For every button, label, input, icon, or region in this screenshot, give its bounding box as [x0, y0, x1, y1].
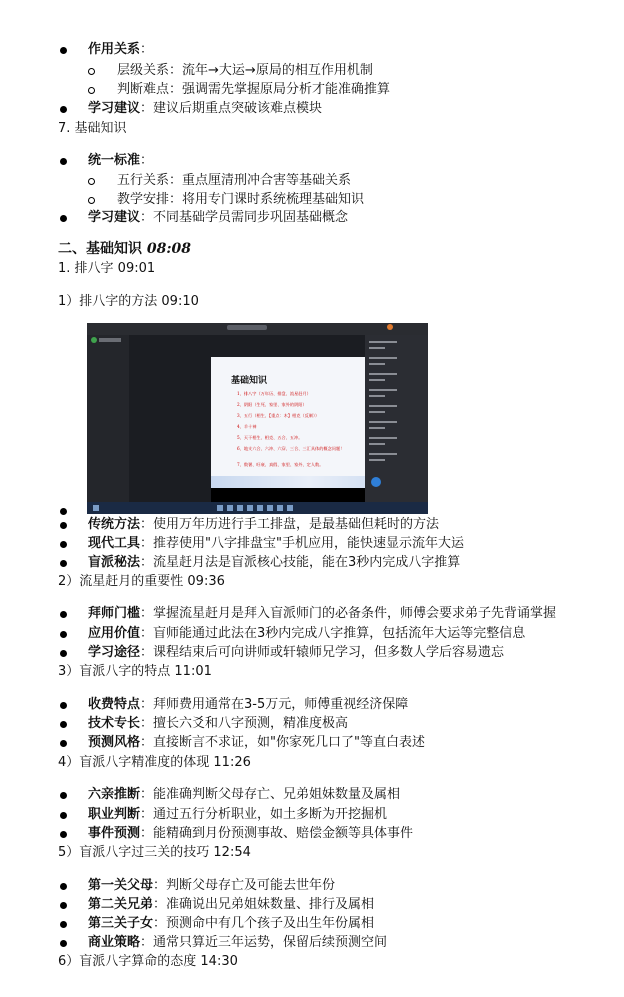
slide-line: 5、天干相生、相克、五合、五冲。 [237, 435, 303, 440]
bullet-dot [60, 541, 67, 548]
subheading: 1. 排八字 09:01 [58, 261, 156, 276]
bullet-label: 学习建议 [88, 101, 141, 116]
slide-line: 4、羊十神 [237, 424, 257, 429]
bullet-text: 使用万年历进行手工排盘，是最基础但耗时的方法 [153, 517, 440, 532]
bullet-dot [60, 631, 67, 638]
bullet-dot [60, 883, 67, 890]
bullet-dot [60, 560, 67, 567]
bullet-label: 技术专长 [88, 716, 141, 731]
bullet-text: 直接断言不求证，如"你家死几口了"等直白表述 [153, 735, 425, 750]
window-titlebar [87, 323, 428, 335]
subheading: 6）盲派八字算命的态度 14:30 [58, 954, 238, 969]
bullet-label: 判断难点 [117, 82, 170, 97]
subheading: 5）盲派八字过三关的技巧 12:54 [58, 845, 251, 860]
bullet-dot [60, 902, 67, 909]
bullet-dot [60, 940, 67, 947]
bullet-label: 事件预测 [88, 826, 141, 841]
bullet-dot [60, 508, 67, 515]
bullet-label: 六亲推断 [88, 787, 141, 802]
bullet-dot [60, 158, 67, 165]
avatar [387, 324, 393, 330]
slide-line: 3、五行（相生、【重点：木】相克（反制）） [237, 413, 320, 418]
bullet-label: 应用价值 [88, 626, 141, 641]
slide-line: 2、阴阳（生死、家里、家外的阴阳） [237, 402, 307, 407]
lecture-screenshot [87, 323, 428, 514]
sub-bullet-circle [88, 178, 95, 185]
bullet-dot [60, 831, 67, 838]
bullet-dot [60, 721, 67, 728]
section-title: 二、基础知识 08:08 [58, 241, 192, 257]
bullet-text: 将用专门课时系统梳理基础知识 [182, 192, 365, 207]
bullet-label: 教学安排 [117, 192, 170, 207]
bullet-label: 学习途径 [88, 645, 141, 660]
slide-title: 基础知识 [231, 376, 268, 386]
bullet-label: 第三关子女 [88, 916, 154, 931]
bullet-text: 准确说出兄弟姐妹数量、排行及属相 [166, 897, 375, 912]
slide-line: 1、排八字（万年历、排盘、流星赶月） [237, 391, 311, 396]
sub-bullet-circle [88, 197, 95, 204]
subheading: 4）盲派八字精准度的体现 11:26 [58, 755, 251, 770]
bullet-dot [60, 702, 67, 709]
bullet-label: 五行关系 [117, 173, 170, 188]
bullet-dot [60, 792, 67, 799]
bullet-text: 判断父母存亡及可能去世年份 [166, 878, 336, 893]
bullet-label: 层级关系 [117, 63, 170, 78]
bullet-label: 作用关系 [88, 42, 141, 57]
bullet-dot [60, 47, 67, 54]
subheading: 3）盲派八字的特点 11:01 [58, 664, 212, 679]
bullet-text: 预测命中有几个孩子及出生年份属相 [166, 916, 375, 931]
bullet-text: 流年→大运→原局的相互作用机制 [182, 63, 373, 78]
section-time: 08:08 [146, 241, 192, 257]
sub-bullet-circle [88, 87, 95, 94]
avatar [91, 337, 97, 343]
bullet-dot [60, 611, 67, 618]
bullet-label: 学习建议 [88, 210, 141, 225]
bullet-label: 第二关兄弟 [88, 897, 154, 912]
bullet-label: 现代工具 [88, 536, 141, 551]
bullet-dot [60, 650, 67, 657]
sub-bullet-circle [88, 68, 95, 75]
bullet-dot [60, 215, 67, 222]
bullet-text: 能精确到月份预测事故、赔偿金额等具体事件 [153, 826, 414, 841]
bullet-text: 拜师费用通常在3-5万元，师傅重视经济保障 [153, 697, 409, 712]
subheading: 2）流星赶月的重要性 09:36 [58, 574, 225, 589]
bullet-label: 统一标准 [88, 153, 141, 168]
bullet-text: 能准确判断父母存亡、兄弟姐妹数量及属相 [153, 787, 401, 802]
bullet-text: 推荐使用"八字排盘宝"手机应用，能快速显示流年大运 [153, 536, 464, 551]
bullet-text: 通常只算近三年运势，保留后续预测空间 [153, 935, 388, 950]
bullet-label: 收费特点 [88, 697, 141, 712]
bullet-text: 强调需先掌握原局分析才能准确推算 [182, 82, 391, 97]
bullet-label: 盲派秘法 [88, 555, 141, 570]
bullet-text: 建议后期重点突破该难点模块 [153, 101, 323, 116]
bullet-dot [60, 106, 67, 113]
bullet-text: 擅长六爻和八字预测，精准度极高 [153, 716, 349, 731]
bullet-label: 商业策略 [88, 935, 141, 950]
bullet-label: 预测风格 [88, 735, 141, 750]
bullet-dot [60, 812, 67, 819]
bullet-dot [60, 522, 67, 529]
slide-line: 6、地支六合、六冲、六穿、三合、三汇具体的概念问题！ [237, 446, 345, 451]
bullet-text: 重点厘清刑冲合害等基础关系 [182, 173, 352, 188]
bullet-label: 第一关父母 [88, 878, 154, 893]
bullet-label: 拜师门槛 [88, 606, 141, 621]
bullet-text: 通过五行分析职业，如土多断为开挖掘机 [153, 807, 388, 822]
bullet-text: 流星赶月法是盲派核心技能，能在3秒内完成八字推算 [153, 555, 461, 570]
slide-line: 7、数暑、旺衰、真假、家里、家外、定人数。 [237, 462, 324, 467]
bullet-text: 不同基础学员需同步巩固基础概念 [153, 210, 349, 225]
heading-7: 7. 基础知识 [58, 121, 127, 136]
chat-sidebar [365, 335, 428, 502]
bullet-dot [60, 740, 67, 747]
bullet-label: 传统方法 [88, 517, 141, 532]
taskbar [87, 502, 428, 514]
subheading: 1）排八字的方法 09:10 [58, 294, 199, 309]
bullet-text: 盲师能通过此法在3秒内完成八字推算，包括流年大运等完整信息 [153, 626, 526, 641]
send-button [371, 477, 381, 487]
bullet-label: 职业判断 [88, 807, 141, 822]
participant-panel [87, 335, 129, 502]
bullet-dot [60, 921, 67, 928]
bullet-text: 课程结束后可向讲师或轩辕师兄学习，但多数人学后容易遗忘 [153, 645, 505, 660]
bullet-text: 掌握流星赶月是拜入盲派师门的必备条件，师傅会要求弟子先背诵掌握 [153, 606, 557, 621]
